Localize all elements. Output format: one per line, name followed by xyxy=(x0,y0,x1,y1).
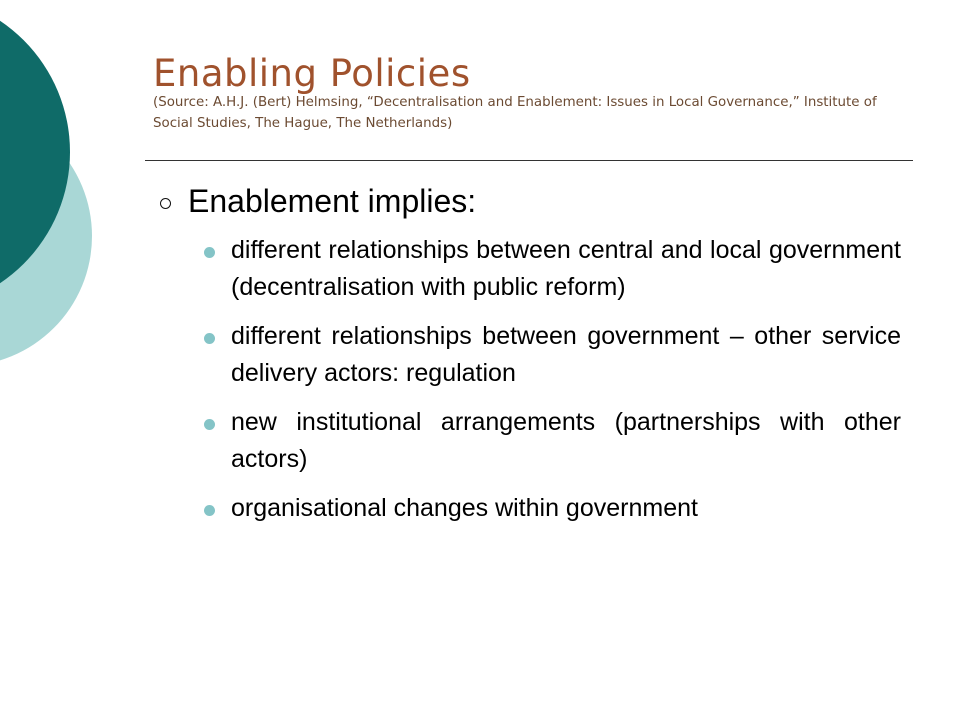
bullet-list xyxy=(204,232,904,539)
title-block xyxy=(153,52,913,134)
bullet-dot-icon xyxy=(204,419,215,430)
heading-text: Enablement implies: xyxy=(188,183,477,219)
slide-title: Enabling Policies xyxy=(153,52,471,95)
bullet-dot-icon xyxy=(204,505,215,516)
bullet-dot-icon xyxy=(204,333,215,344)
hollow-circle-bullet-icon xyxy=(160,198,171,209)
list-item xyxy=(204,318,904,392)
list-item xyxy=(204,490,904,527)
list-item-text: different relationships between government – other service delivery actors: regulation xyxy=(231,322,901,387)
list-item-text: new institutional arrangements (partnerships with other actors) xyxy=(231,408,901,473)
list-item-text: organisational changes within government xyxy=(231,494,698,522)
bullet-dot-icon xyxy=(204,247,215,258)
source-citation: (Source: A.H.J. (Bert) Helmsing, “Decentralisation and Enablement: Issues in Local Governance,” Institute of Social Studies, The Hague, The Netherlands) xyxy=(153,95,877,131)
list-item-text: different relationships between central and local government (decentralisation with public reform) xyxy=(231,236,901,301)
level1-item xyxy=(160,180,476,222)
list-item xyxy=(204,404,904,478)
title-divider xyxy=(145,160,913,161)
list-item xyxy=(204,232,904,306)
